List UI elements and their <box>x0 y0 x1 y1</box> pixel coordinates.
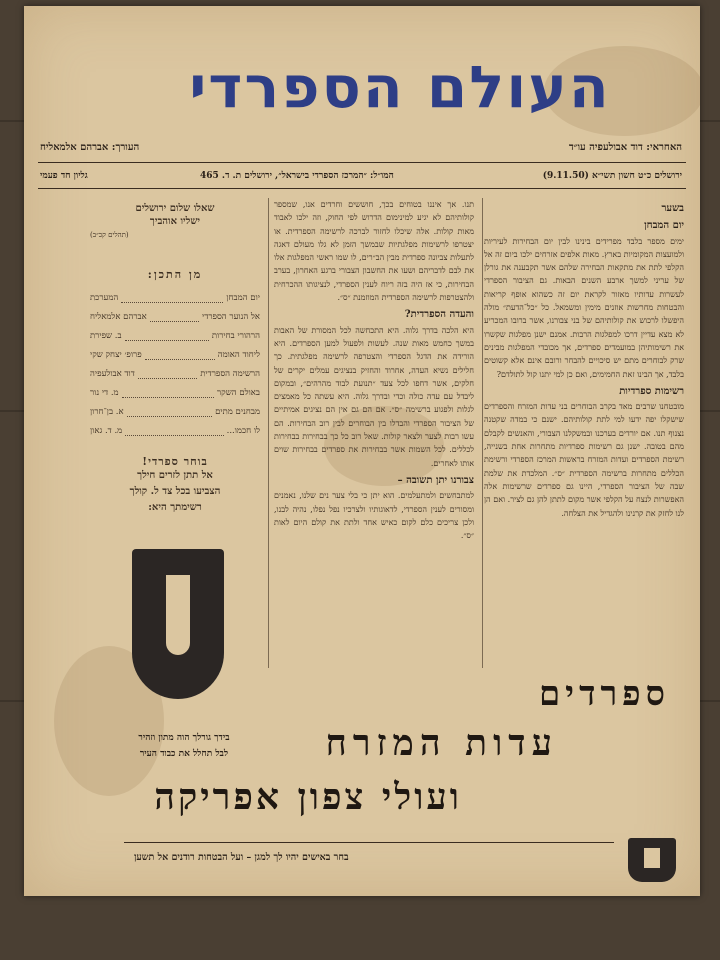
masthead-title: העולם הספרדי <box>189 53 611 121</box>
closing-note-line-2: לבל תחלל את כבוד העיר <box>139 749 229 759</box>
closing-note <box>84 730 284 762</box>
voter-title: בוחר ספרדי! <box>142 455 208 469</box>
toc-leader-dots <box>145 346 215 360</box>
toc-item-title: אל הנוער הספרדי <box>202 312 260 323</box>
toc-leader-dots <box>122 384 214 398</box>
toc-item-author: דוד אבולעפיה <box>90 369 135 380</box>
toc-leader-dots <box>127 403 213 417</box>
column-right <box>484 198 684 668</box>
toc-item-author: ב. שפירת <box>90 331 122 342</box>
toc-row <box>90 422 260 441</box>
toc-list <box>90 289 260 441</box>
toc-leader-dots <box>138 365 197 379</box>
section-label: בשער <box>661 203 684 214</box>
footer-slogan: בחר באישים יהיו לך למגן – ועל הבטחות רודנים אל תשען <box>134 852 349 863</box>
article-heading: רשימות ספרדיות <box>619 385 684 397</box>
voter-line-2: הצביעו בכל צד ל. קולך <box>129 486 221 498</box>
greeting-line-2: ישליו אוהביך <box>149 216 201 228</box>
toc-item-author: מ. ד. גאון <box>90 426 123 437</box>
issue-line: גליון חד פעמי <box>40 171 88 181</box>
headline-sephardim: ספרדים <box>538 674 670 714</box>
toc-row <box>90 327 260 346</box>
headline-edot-hamizrach: עדות המזרח <box>325 722 558 764</box>
toc-leader-dots <box>121 289 223 303</box>
toc-title: מן התכן: <box>147 267 203 281</box>
publisher-line: המו״ל: ״המרכז הספרדי בישראל״, ירושלים ת. ד. 465 <box>200 171 394 181</box>
headline-north-africa: ועולי צפון אפריקה <box>154 776 462 818</box>
responsible-line: האחראי: דוד אבולעפיה עו״ד <box>568 142 682 153</box>
article-text: ימים מספר בלבד מפרידים בינינו לבין יום הבחירות לעיריות ולמועצות המקומיות בארץ. מאות אלפים אזרחים ילכו ביום זה אל הקלפי לתת את מתקאות הבחירה שלהם אשר תקבענה את גורלן של עריני למשך ארבע השנים הבאות. גם הציבור הספרדי לעשרות עדותיו מאזור לקראת יום זה כשהוא אופף קריאות והבטחות מחרשות אוזנים מימין ומשמאל. כל ״כל־הדעת״ מולה היפשלו לרכוש את קולותיהם של בני צבורנו, אשר ברובו המכריע לא מצא עדיין דרכו למפלגות הרבות. אמנם ישנן מפלגות שקשרו את רשימותיהן במועמדים ספרדים, אך מכובדי המפלגות מבינים שרק לבוחרים מתם יש סיכויים להבחר ורובם אינם אלא קשוטים בלבד, אך הבינו זאת החמימים, ואם כן למי יתנו קול לתולדם? <box>484 236 684 379</box>
date-line: ירושלים כ״ט חשון תשי״א (9.11.50) <box>542 171 682 181</box>
toc-row <box>90 403 260 422</box>
toc-item-title: הרהורי בחירות <box>211 331 260 342</box>
toc-item-author: אברהם אלמאליח <box>90 312 147 323</box>
toc-item-author: המערכת <box>90 293 119 304</box>
samekh-ballot-letter-large <box>132 549 224 699</box>
toc-row <box>90 346 260 365</box>
closing-note-line-1: בידך גורלך הוה מתון וזהיר <box>138 733 230 743</box>
toc-item-title: יום המבחן <box>226 293 260 304</box>
column-left <box>90 202 260 542</box>
article-heading: יום המבחן <box>644 220 684 232</box>
article-text: מובטחנו שרבים מאד בקרב הבוחרים בני עדות המזרח והספרדים שישקלו יפה ידעו למי לתת קולותיהם. ישנם כי במדה שקטנה נצנוף תנו. אם יורדים בערכנו ובמשקלנו הצבורי, והאנשים לקבלם מהם בטובה. ישנן גם רשימות ספרדיות מתחרות אחת בשנייה, רשימת הספרדים ועדות המזרח בראשות המרכז הספרדי ורשימת הכללים מתחרות ברשימה הספרדית ״ס״. המלכדת את שלמת שבה של הציבור הספרדי, היינו גם ספרדים שרשימות אלה האפשרות לנצח על הקלפי אשר מקום לתתן להן גם לציר. ואם הן לנו לחזק את קרנינו ולהגדיל את הצלחה. <box>484 402 684 518</box>
voter-line-3: רשימתך היא: <box>148 502 202 514</box>
article-text: היא הלכה בדרך גלוה. היא התכחשה לכל המסורת של האבות במשך כחמש מאות שנה. לעשות ולפעול למען הספרדים. היא הורידה את הדגל הספרדי והצטרפה לרשימה מפלגתית. כך חלילים נשיא העדה, אחרוד והחזיק בנציגים עמלים יקרים של חלקים, אשר דחפו לכל צעד ״תנועת לבוד מהרהים״, ובמקום ליבדל עם עדה כולה וכדי ובדרך גלוה. היא עשתה כל מאמצים לגלות ולפגוע ברשימה ״ס״. אם הם גם אין הם נציגים אמיתיים של הציבור הספרדי והבדלו בין הבוחרים לבין רוב הבחירות. הם עשו רבות לצער ולצאר קולות. שאל רוב כל כך בבחירות בבחירות לכללים. לכל השמות אשר בבחירות את ספרדים בבחירות שוים אותו לאחרים. <box>274 325 474 468</box>
toc-item-author: פרופ׳ יצחק שקי <box>90 350 142 361</box>
article-text: תנו. אך איננו בטוחים בכך, חוששים וחרדים אנו, שמספר קולותיהם לא יגיע למינימום הדרוש לפי החוק, וזה ילכו לאבוד מאות קולות. אלה שיכלו לחזור לברכה לרשימה הספרדית. או יצטרפו לרשימות מפלגתיות שבמשך הזמן לא גלו מעולם דאגה לתעלות צביונה ספרדית מבין הב״רים, לו שמו ראשי המפלגות אלו את לבם לדבריהם ושעו את החשבון הצבורי ברגע האחרון, בערב הבחירות, כי אז היה בזה ריוח לענין הספרדי, לנציגותו ההכרחית ולהצטרפות לרשימה הספרדית המוזמנת ״ס״. <box>274 200 474 303</box>
toc-row <box>90 365 260 384</box>
toc-row <box>90 308 260 327</box>
voter-line-1: אל תתן לזרים חילך <box>137 470 213 482</box>
toc-leader-dots <box>150 308 199 322</box>
toc-leader-dots <box>125 422 223 436</box>
samekh-ballot-letter-small <box>628 838 676 882</box>
toc-leader-dots <box>125 327 209 341</box>
toc-item-title: באולם השקר <box>217 388 260 399</box>
article-heading: צבורנו יתן תשובה – <box>397 474 474 486</box>
editor-line: העורך: אברהם אלמאליח <box>40 142 140 153</box>
toc-item-title: הרשימה הספרדית <box>200 369 260 380</box>
greeting-line-1: שאלו שלום ירושלים <box>135 203 215 214</box>
toc-item-title: מבחנים מתים <box>215 407 260 418</box>
toc-item-author: מ. די נור <box>90 388 119 399</box>
toc-row <box>90 289 260 308</box>
newspaper-page <box>24 6 700 896</box>
toc-item-title: ליחוד האומה <box>217 350 260 361</box>
article-text: למתבחשים ולמתעלמים. הוא יתן כי בלי צער נים שלנו, נאמנים ומסורים לענין הספרדי, לדאוגותיו ולצרכיו נפל נפלו, נהיה לבנו, ולכן צריכים כלם לקום כאיש אחד ולתת את קולם היום לאות ״ס״. <box>274 491 474 541</box>
column-middle <box>274 198 474 668</box>
toc-item-author: א. בן־חרון <box>90 407 124 418</box>
toc-row <box>90 384 260 403</box>
toc-item-title: לו חכמו... <box>226 426 260 437</box>
article-heading: והעדה הספרדית? <box>404 309 474 321</box>
greeting-ref: (תהלים קכ״ב) <box>90 230 129 239</box>
